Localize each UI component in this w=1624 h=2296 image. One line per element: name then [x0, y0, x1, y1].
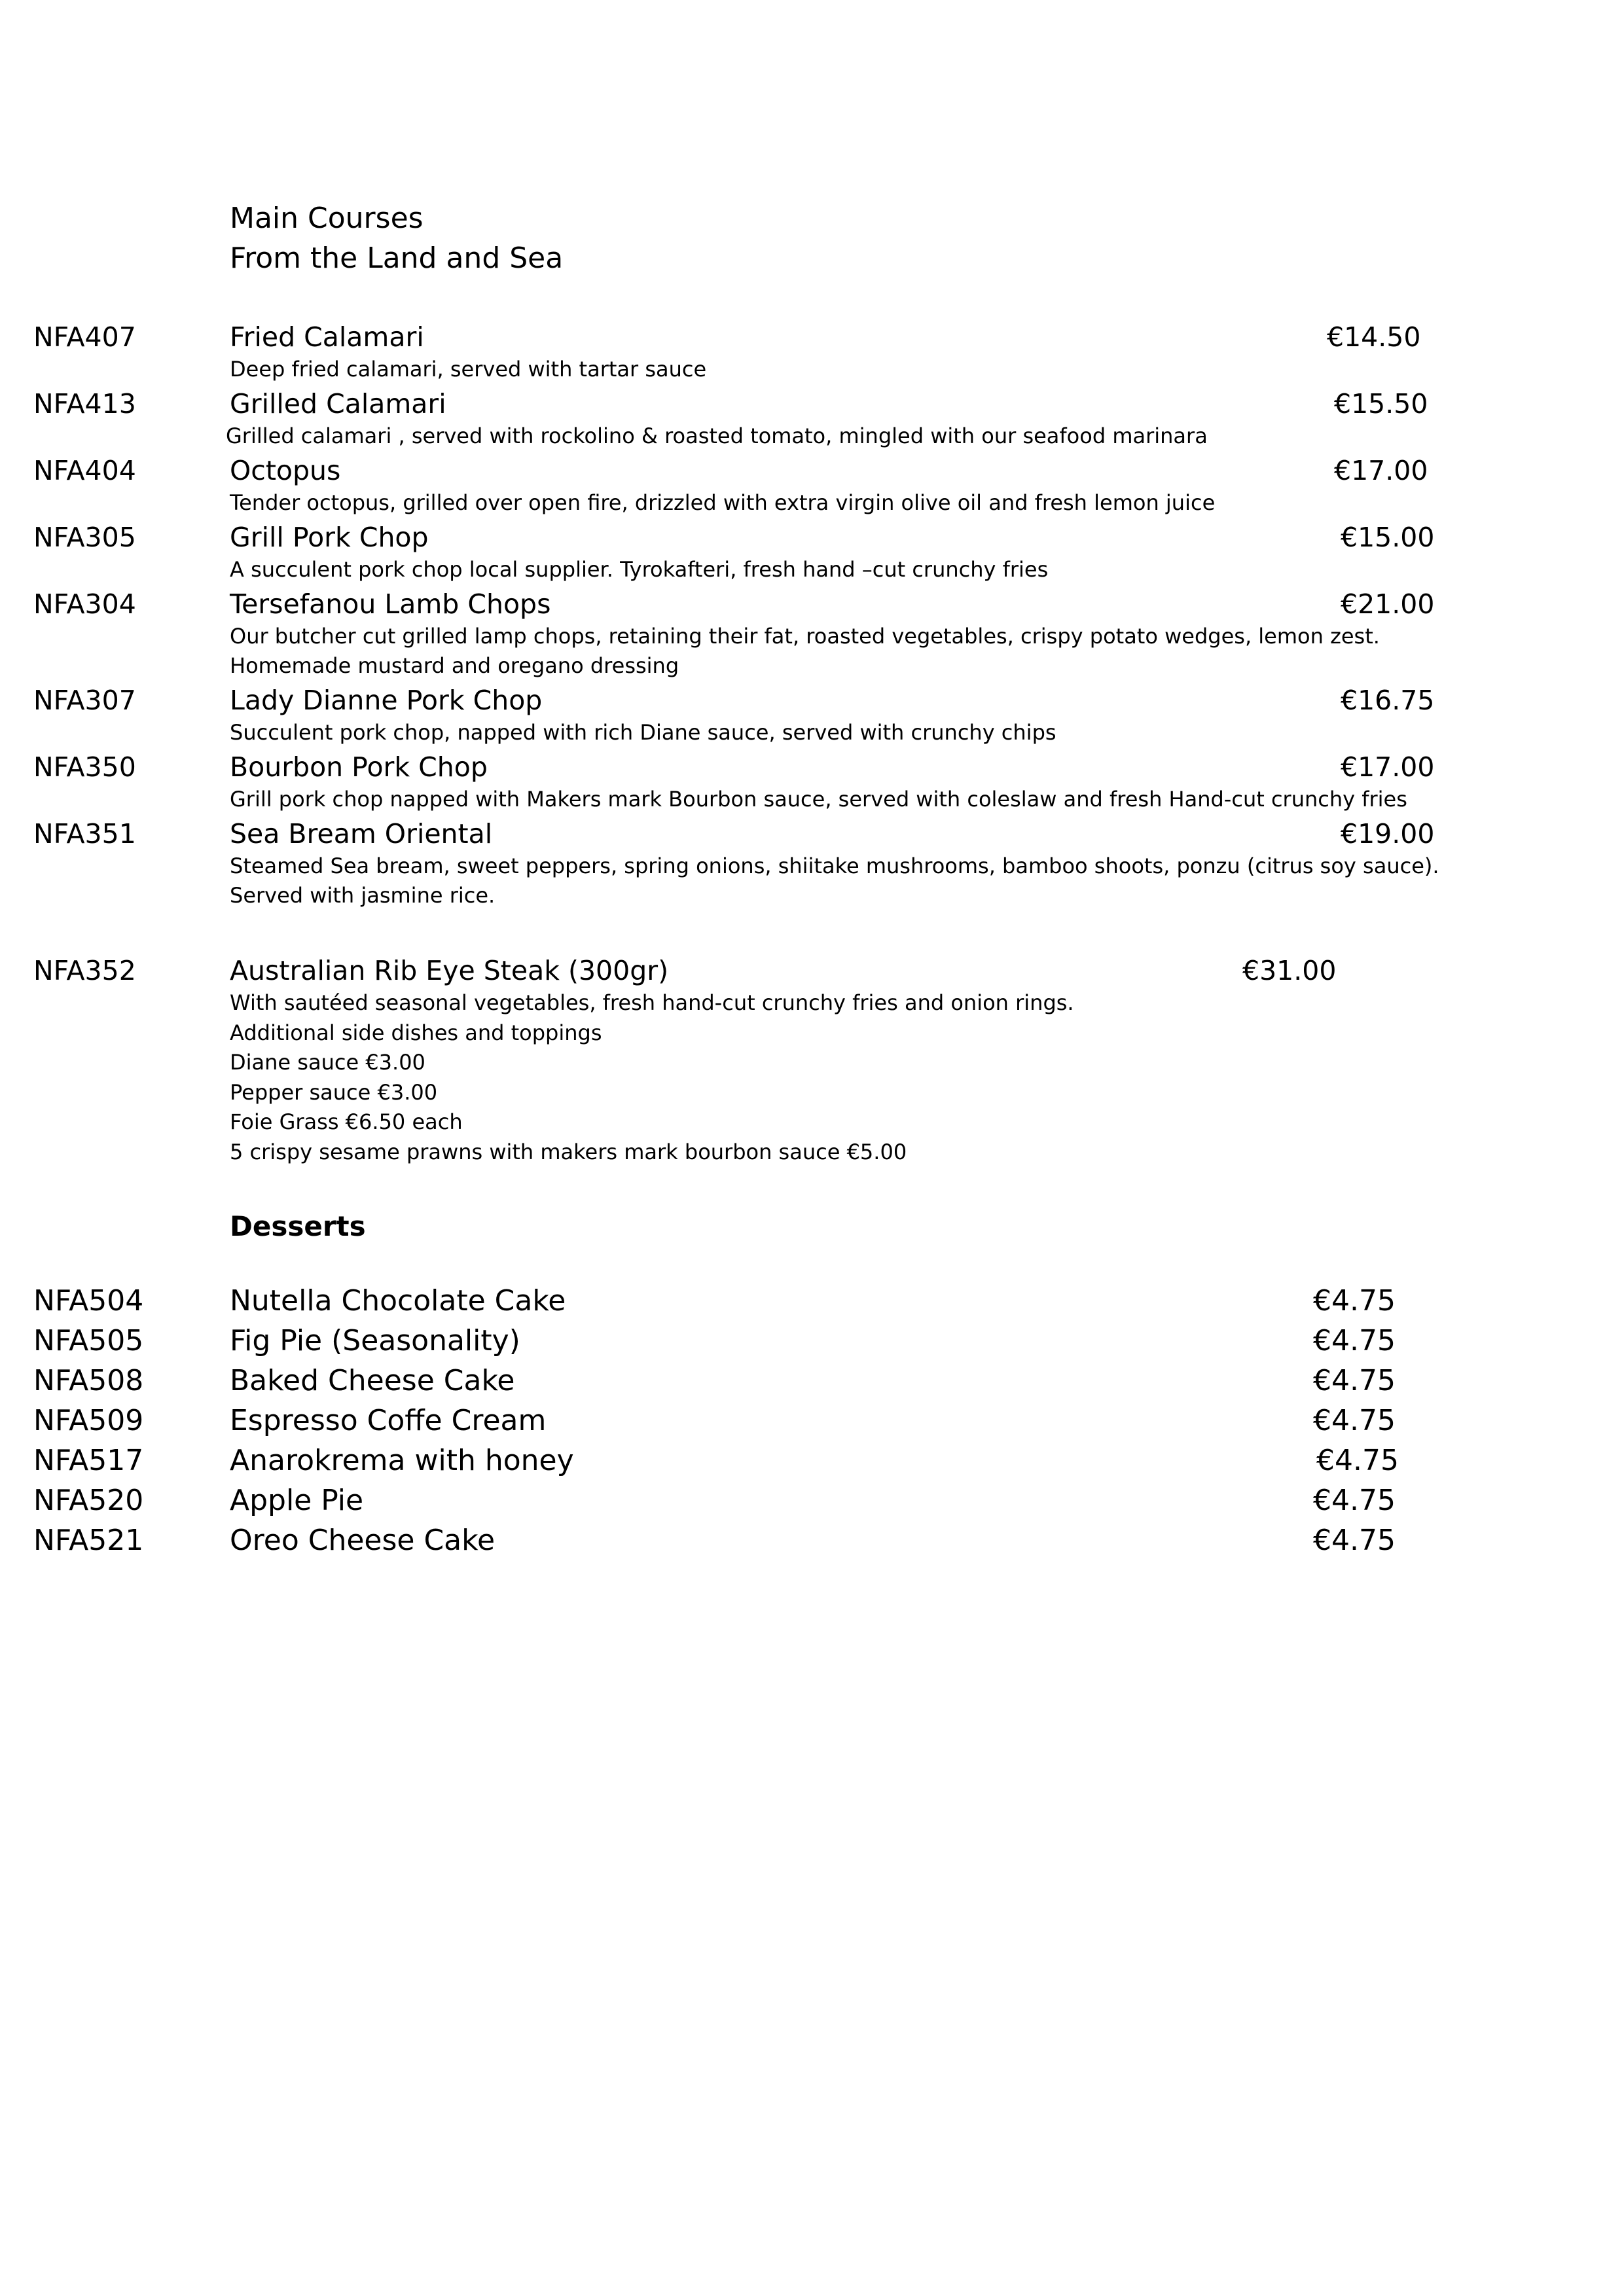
dessert-code: NFA509 [33, 1404, 144, 1437]
dessert-name: Oreo Cheese Cake [230, 1524, 496, 1557]
item-code: NFA352 [33, 955, 136, 986]
side-option: 5 crispy sesame prawns with makers mark bourbon sauce €5.00 [230, 1139, 907, 1164]
item-price: €17.00 [1334, 455, 1428, 486]
item-price: €21.00 [1341, 588, 1435, 620]
dessert-code: NFA517 [33, 1444, 144, 1477]
dessert-code: NFA505 [33, 1324, 144, 1357]
item-description: Grilled calamari , served with rockolino & roasted tomato, mingled with our seafood marinara [226, 423, 1208, 448]
item-code: NFA407 [33, 321, 136, 353]
item-description: Grill pork chop napped with Makers mark Bourbon sauce, served with coleslaw and fresh Hand-cut crunchy fries [230, 787, 1407, 812]
item-price: €16.75 [1341, 685, 1435, 716]
desserts-heading: Desserts [230, 1210, 366, 1242]
dessert-name: Baked Cheese Cake [230, 1364, 515, 1397]
item-code: NFA413 [33, 388, 136, 420]
item-code: NFA304 [33, 588, 136, 620]
dessert-code: NFA520 [33, 1484, 144, 1517]
item-price: €15.50 [1334, 388, 1428, 420]
dessert-price: €4.75 [1316, 1444, 1399, 1477]
dessert-name: Espresso Coffe Cream [230, 1404, 547, 1437]
item-description: Deep fried calamari, served with tartar sauce [230, 357, 707, 382]
dessert-price: €4.75 [1313, 1404, 1396, 1437]
dessert-name: Fig Pie (Seasonality) [230, 1324, 520, 1357]
item-description: Steamed Sea bream, sweet peppers, spring onions, shiitake mushrooms, bamboo shoots, ponzu (citrus soy sauce). [230, 853, 1439, 878]
item-price: €19.00 [1341, 818, 1435, 850]
dessert-name: Nutella Chocolate Cake [230, 1284, 566, 1318]
item-code: NFA404 [33, 455, 136, 486]
item-price: €31.00 [1242, 955, 1337, 986]
dessert-code: NFA508 [33, 1364, 144, 1397]
dessert-name: Apple Pie [230, 1484, 364, 1517]
item-description: Homemade mustard and oregano dressing [230, 653, 679, 678]
item-name: Octopus [230, 455, 341, 486]
item-code: NFA350 [33, 751, 136, 783]
item-price: €17.00 [1341, 751, 1435, 783]
side-option: Pepper sauce €3.00 [230, 1080, 438, 1105]
item-name: Bourbon Pork Chop [230, 751, 488, 783]
item-code: NFA351 [33, 818, 136, 850]
dessert-code: NFA504 [33, 1284, 144, 1318]
item-name: Tersefanou Lamb Chops [230, 588, 551, 620]
menu-heading-main-courses: Main Courses [230, 202, 424, 235]
item-name: Fried Calamari [230, 321, 424, 353]
item-price: €15.00 [1341, 522, 1435, 553]
dessert-price: €4.75 [1313, 1364, 1396, 1397]
item-name: Sea Bream Oriental [230, 818, 493, 850]
item-code: NFA307 [33, 685, 136, 716]
item-name: Lady Dianne Pork Chop [230, 685, 543, 716]
dessert-price: €4.75 [1313, 1484, 1396, 1517]
dessert-price: €4.75 [1313, 1284, 1396, 1318]
dessert-name: Anarokrema with honey [230, 1444, 574, 1477]
item-description: Served with jasmine rice. [230, 883, 496, 908]
item-description: A succulent pork chop local supplier. Tyrokafteri, fresh hand –cut crunchy fries [230, 557, 1049, 582]
menu-subheading-land-and-sea: From the Land and Sea [230, 242, 564, 275]
dessert-price: €4.75 [1313, 1324, 1396, 1357]
item-name: Grilled Calamari [230, 388, 446, 420]
item-description: Tender octopus, grilled over open fire, drizzled with extra virgin olive oil and fresh lemon juice [230, 490, 1216, 515]
side-option: Foie Grass €6.50 each [230, 1109, 463, 1134]
side-option: Diane sauce €3.00 [230, 1050, 425, 1075]
side-dishes-heading: Additional side dishes and toppings [230, 1020, 602, 1045]
dessert-price: €4.75 [1313, 1524, 1396, 1557]
item-description: With sautéed seasonal vegetables, fresh hand-cut crunchy fries and onion rings. [230, 990, 1074, 1015]
item-code: NFA305 [33, 522, 136, 553]
item-price: €14.50 [1327, 321, 1421, 353]
item-description: Succulent pork chop, napped with rich Diane sauce, served with crunchy chips [230, 720, 1056, 745]
dessert-code: NFA521 [33, 1524, 144, 1557]
item-name: Australian Rib Eye Steak (300gr) [230, 955, 669, 986]
item-description: Our butcher cut grilled lamp chops, retaining their fat, roasted vegetables, crispy potato wedges, lemon zest. [230, 624, 1380, 649]
item-name: Grill Pork Chop [230, 522, 429, 553]
